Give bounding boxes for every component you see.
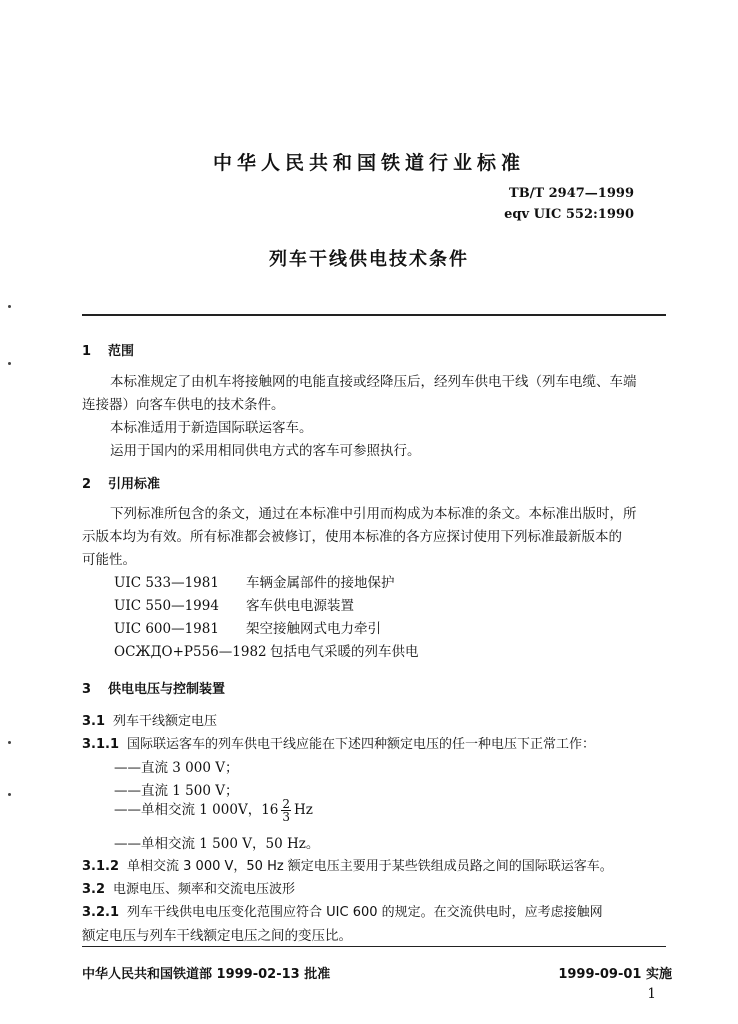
voltage-item: ——直流 1 500 V；	[114, 783, 239, 799]
equivalent-standard: eqv UIC 552:1990	[504, 207, 634, 222]
clause-3-2-1	[82, 901, 603, 920]
fraction	[281, 798, 291, 823]
paragraph-line: 本标准适用于新造国际联运客车。	[110, 420, 313, 436]
bottom-divider	[82, 946, 666, 947]
section-title: 范围	[108, 344, 135, 359]
reference-code: ОСЖДО+Р556—1982	[114, 644, 267, 660]
clause-text: 单相交流 3 000 V，50 Hz 额定电压主要用于某些铁组成员路之间的国际联运客车。	[127, 859, 613, 874]
reference-item	[114, 571, 395, 591]
reference-item	[114, 617, 381, 637]
reference-code: UIC 550—1994	[114, 598, 219, 614]
paragraph-line: 下列标准所包含的条文，通过在本标准中引用而构成为本标准的条文。本标准出版时，所	[110, 506, 637, 522]
clause-3-1-2	[82, 855, 613, 874]
section-title: 供电电压与控制装置	[108, 682, 226, 697]
clause-number: 3.2.1	[82, 905, 120, 920]
reference-item	[114, 640, 419, 660]
effective-date: 1999-09-01 实施	[558, 967, 672, 982]
section-number: 3	[82, 682, 92, 697]
reference-title: 架空接触网式电力牵引	[246, 621, 381, 637]
standard-number: TB/T 2947—1999	[509, 186, 634, 201]
reference-title: 包括电气采暖的列车供电	[270, 644, 419, 660]
section-number: 1	[82, 344, 92, 359]
fraction-denominator: 3	[282, 810, 291, 824]
scan-speck	[8, 793, 11, 796]
subsection-title: 电源电压、频率和交流电压波形	[113, 882, 296, 897]
clause-text: 列车干线供电电压变化范围应符合 UIC 600 的规定。在交流供电时，应考虑接触网	[127, 905, 603, 920]
clause-number: 3.1.2	[82, 859, 120, 874]
scan-speck	[8, 362, 11, 365]
subsection-3-2	[82, 878, 295, 897]
voltage-item: ——直流 3 000 V；	[114, 760, 239, 776]
section-3-heading	[82, 678, 225, 697]
paragraph-line: 额定电压与列车干线额定电压之间的变压比。	[82, 928, 352, 944]
paragraph-line: 本标准规定了由机车将接触网的电能直接或经降压后，经列车供电干线（列车电缆、车端	[110, 374, 637, 390]
clause-number: 3.1.1	[82, 737, 120, 752]
reference-title: 客车供电电源装置	[246, 598, 354, 614]
scan-speck	[8, 305, 11, 308]
voltage-item	[114, 798, 313, 823]
document-title: 列车干线供电技术条件	[269, 249, 469, 270]
fraction-numerator: 2	[282, 797, 291, 811]
paragraph-line: 运用于国内的采用相同供电方式的客车可参照执行。	[110, 443, 421, 459]
subsection-title: 列车干线额定电压	[113, 714, 218, 729]
voltage-item-prefix: ——单相交流 1 000V，16	[114, 802, 279, 818]
subsection-number: 3.2	[82, 882, 106, 897]
section-2-heading	[82, 473, 160, 492]
subsection-3-1	[82, 710, 217, 729]
scan-speck	[8, 741, 11, 744]
reference-title: 车辆金属部件的接地保护	[246, 575, 395, 591]
reference-item	[114, 594, 354, 614]
section-title: 引用标准	[108, 477, 161, 492]
clause-3-1-1	[82, 733, 595, 752]
clause-text: 国际联运客车的列车供电干线应能在下述四种额定电压的任一种电压下正常工作：	[127, 737, 596, 752]
reference-code: UIC 533—1981	[114, 575, 219, 591]
voltage-item-unit: Hz	[294, 802, 313, 818]
paragraph-line: 可能性。	[82, 552, 136, 568]
paragraph-line: 连接器）向客车供电的技术条件。	[82, 397, 285, 413]
top-divider	[82, 314, 666, 316]
section-1-heading	[82, 340, 134, 359]
paragraph-line: 示版本均为有效。所有标准都会被修订，使用本标准的各方应探讨使用下列标准最新版本的	[82, 529, 622, 545]
subsection-number: 3.1	[82, 714, 106, 729]
page-number: 1	[647, 986, 656, 1002]
voltage-item: ——单相交流 1 500 V，50 Hz。	[114, 836, 320, 852]
org-title: 中华人民共和国铁道行业标准	[212, 152, 525, 174]
section-number: 2	[82, 477, 92, 492]
approval-line: 中华人民共和国铁道部 1999-02-13 批准	[82, 967, 331, 982]
reference-code: UIC 600—1981	[114, 621, 219, 637]
